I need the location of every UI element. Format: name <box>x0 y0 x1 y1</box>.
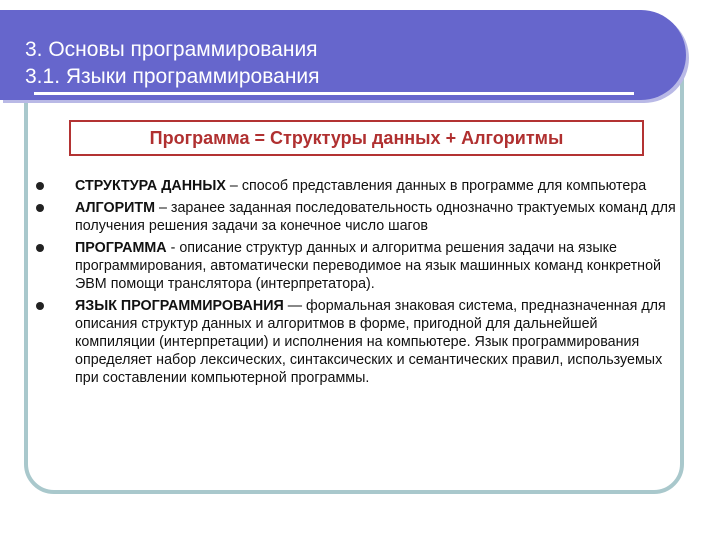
definition-list <box>36 177 676 391</box>
item-text: - описание структур данных и алгоритма решения задачи на языке программирования, автоматически переводимое на язык машинных команд конкретной ЭВМ помощи транслятора (интерпретатора). <box>75 240 662 292</box>
bullet-icon <box>36 302 44 310</box>
list-item <box>36 199 676 235</box>
item-term: ПРОГРАММА <box>75 240 167 256</box>
item-text: – способ представления данных в программе для компьютера <box>225 178 647 194</box>
bullet-icon <box>36 182 44 190</box>
item-text: — формальная знаковая система, предназначенная для описания структур данных и алгоритмов в форме, пригодной для дальнейшей компиляции (интерпретации) и исполнения на компьютере. Язык программирования определяет набор лексических, синтаксических и семантических правил, используемых при составлении компьютерной программы. <box>75 298 666 386</box>
list-item <box>36 297 676 387</box>
item-term: СТРУКТУРА ДАННЫХ <box>75 178 226 194</box>
header-divider <box>34 92 634 95</box>
title-line-1: 3. Основы программирования <box>25 38 318 61</box>
bullet-icon <box>36 244 44 252</box>
slide-header <box>0 10 686 100</box>
list-item <box>36 177 676 195</box>
formula-box: Программа = Структуры данных + Алгоритмы <box>69 120 644 156</box>
item-term: ЯЗЫК ПРОГРАММИРОВАНИЯ <box>75 298 284 314</box>
slide-title <box>25 36 320 90</box>
title-line-2: 3.1. Языки программирования <box>25 65 320 88</box>
list-item <box>36 239 676 293</box>
bullet-icon <box>36 204 44 212</box>
item-text: – заранее заданная последовательность однозначно трактуемых команд для получения решения задачи за конечное число шагов <box>75 200 676 234</box>
item-term: АЛГОРИТМ <box>75 200 156 216</box>
